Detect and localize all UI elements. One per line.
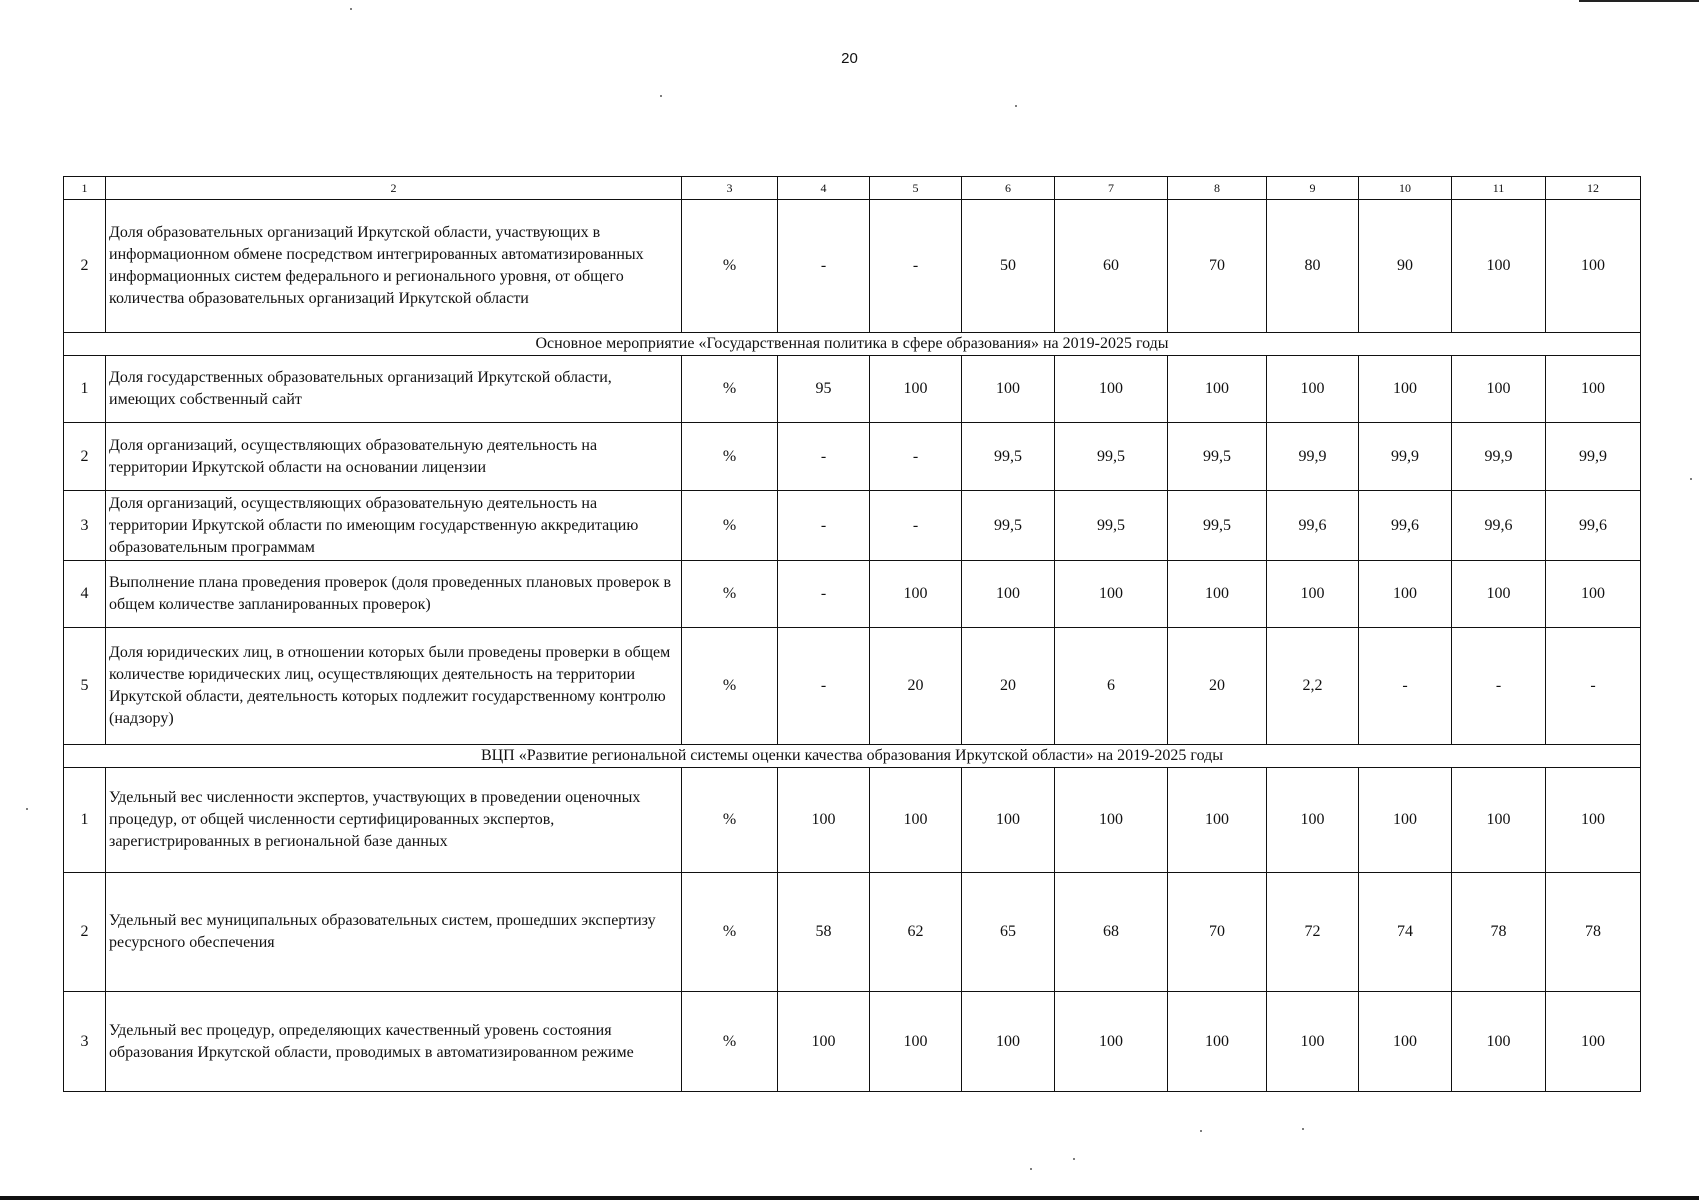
value-cell: 100 [1359,561,1452,628]
value-cell: 100 [1546,356,1641,423]
unit-cell: % [682,200,778,333]
value-cell: 60 [1055,200,1168,333]
value-cell: 90 [1359,200,1452,333]
value-cell: 99,9 [1546,423,1641,491]
row-number: 2 [64,200,106,333]
value-cell: 20 [1168,628,1267,745]
value-cell: - [778,628,870,745]
value-cell: - [778,561,870,628]
row-number: 1 [64,768,106,873]
value-cell: 100 [1055,561,1168,628]
row-number: 3 [64,992,106,1092]
value-cell: 99,6 [1267,491,1359,561]
scan-speck [26,808,28,810]
value-cell: 99,5 [1055,491,1168,561]
row-number: 2 [64,873,106,992]
value-cell: 99,5 [962,423,1055,491]
value-cell: 99,9 [1452,423,1546,491]
indicator-description: Доля юридических лиц, в отношении которых были проведены проверки в общем количестве юридических лиц, осуществляющих деятельность на территории Иркутской области, деятельность которых подлежит государственному контролю (надзору) [106,628,682,745]
value-cell: 70 [1168,200,1267,333]
indicators-table [63,176,1641,1092]
indicator-description: Выполнение плана проведения проверок (доля проведенных плановых проверок в общем количестве запланированных проверок) [106,561,682,628]
value-cell: 100 [870,992,962,1092]
value-cell: 100 [1168,356,1267,423]
column-number-cell: 6 [962,177,1055,200]
value-cell: 100 [962,992,1055,1092]
value-cell: 99,5 [962,491,1055,561]
value-cell: 65 [962,873,1055,992]
row-number: 4 [64,561,106,628]
value-cell: 99,9 [1267,423,1359,491]
value-cell: 100 [1168,768,1267,873]
unit-cell: % [682,561,778,628]
scan-speck [350,8,352,10]
indicator-description: Удельный вес процедур, определяющих качественный уровень состояния образования Иркутской области, проводимых в автоматизированном режиме [106,992,682,1092]
row-number: 3 [64,491,106,561]
value-cell: 50 [962,200,1055,333]
value-cell: 100 [1267,992,1359,1092]
value-cell: 100 [962,768,1055,873]
value-cell: 100 [870,356,962,423]
page-number: 20 [841,50,858,67]
column-number-cell: 2 [106,177,682,200]
value-cell: 58 [778,873,870,992]
indicator-row [64,992,1641,1092]
unit-cell: % [682,992,778,1092]
value-cell: 2,2 [1267,628,1359,745]
value-cell: - [778,200,870,333]
unit-cell: % [682,768,778,873]
indicator-description: Доля образовательных организаций Иркутской области, участвующих в информационном обмене посредством интегрированных автоматизированных информационных систем федерального и регионального уровня, от общего количества образовательных организаций Иркутской области [106,200,682,333]
value-cell: - [1359,628,1452,745]
value-cell: - [870,200,962,333]
indicator-description: Доля организаций, осуществляющих образовательную деятельность на территории Иркутской области на основании лицензии [106,423,682,491]
section-heading: ВЦП «Развитие региональной системы оценки качества образования Иркутской области» на 2019-2025 годы [64,745,1641,768]
value-cell: 100 [1546,561,1641,628]
column-number-cell: 9 [1267,177,1359,200]
value-cell: 70 [1168,873,1267,992]
indicator-row [64,491,1641,561]
column-number-cell: 1 [64,177,106,200]
value-cell: 99,5 [1168,491,1267,561]
indicator-row [64,768,1641,873]
scan-speck [1302,1128,1304,1130]
column-number-cell: 7 [1055,177,1168,200]
column-number-cell: 11 [1452,177,1546,200]
indicator-description: Доля государственных образовательных организаций Иркутской области, имеющих собственный сайт [106,356,682,423]
value-cell: 74 [1359,873,1452,992]
column-number-row [64,177,1641,200]
column-number-cell: 12 [1546,177,1641,200]
section-heading-row [64,333,1641,356]
indicator-description: Удельный вес численности экспертов, участвующих в проведении оценочных процедур, от общей численности сертифицированных экспертов, зарегистрированных в региональной базе данных [106,768,682,873]
value-cell: 100 [1055,992,1168,1092]
value-cell: 100 [778,768,870,873]
value-cell: 68 [1055,873,1168,992]
unit-cell: % [682,356,778,423]
indicator-description: Доля организаций, осуществляющих образовательную деятельность на территории Иркутской области по имеющим государственную аккредитацию образовательным программам [106,491,682,561]
value-cell: 100 [870,561,962,628]
section-heading: Основное мероприятие «Государственная политика в сфере образования» на 2019-2025 годы [64,333,1641,356]
value-cell: 99,9 [1359,423,1452,491]
indicator-row [64,423,1641,491]
unit-cell: % [682,628,778,745]
unit-cell: % [682,873,778,992]
scan-edge-line [1579,0,1699,2]
indicator-row [64,628,1641,745]
value-cell: - [1546,628,1641,745]
scan-speck [1015,105,1017,107]
value-cell: 100 [1359,768,1452,873]
value-cell: 95 [778,356,870,423]
value-cell: 6 [1055,628,1168,745]
value-cell: - [778,423,870,491]
value-cell: 99,6 [1546,491,1641,561]
scan-bottom-edge [0,1196,1699,1200]
value-cell: 100 [1452,561,1546,628]
value-cell: 100 [1168,561,1267,628]
value-cell: 100 [1546,992,1641,1092]
section-heading-row [64,745,1641,768]
value-cell: 100 [1452,992,1546,1092]
indicator-row [64,200,1641,333]
indicator-row [64,356,1641,423]
column-number-cell: 10 [1359,177,1452,200]
indicator-row [64,873,1641,992]
row-number: 2 [64,423,106,491]
value-cell: 78 [1452,873,1546,992]
value-cell: 100 [1546,768,1641,873]
value-cell: 99,5 [1055,423,1168,491]
value-cell: 80 [1267,200,1359,333]
scan-speck [1690,478,1692,480]
column-number-cell: 3 [682,177,778,200]
value-cell: 100 [1168,992,1267,1092]
value-cell: 100 [962,561,1055,628]
row-number: 1 [64,356,106,423]
indicator-description: Удельный вес муниципальных образовательных систем, прошедших экспертизу ресурсного обеспечения [106,873,682,992]
value-cell: 20 [870,628,962,745]
scan-speck [1200,1130,1202,1132]
value-cell: 100 [1055,356,1168,423]
value-cell: - [870,491,962,561]
value-cell: 100 [1267,356,1359,423]
value-cell: 100 [1359,992,1452,1092]
value-cell: 100 [1452,200,1546,333]
unit-cell: % [682,491,778,561]
value-cell: 62 [870,873,962,992]
scan-speck [1073,1158,1075,1160]
value-cell: - [870,423,962,491]
column-number-cell: 8 [1168,177,1267,200]
value-cell: - [778,491,870,561]
value-cell: - [1452,628,1546,745]
column-number-cell: 5 [870,177,962,200]
value-cell: 99,6 [1452,491,1546,561]
value-cell: 99,6 [1359,491,1452,561]
value-cell: 100 [1546,200,1641,333]
value-cell: 72 [1267,873,1359,992]
value-cell: 100 [870,768,962,873]
value-cell: 99,5 [1168,423,1267,491]
value-cell: 100 [1452,356,1546,423]
value-cell: 100 [1267,561,1359,628]
column-number-cell: 4 [778,177,870,200]
value-cell: 100 [1267,768,1359,873]
scan-speck [1030,1168,1032,1170]
value-cell: 100 [1055,768,1168,873]
value-cell: 78 [1546,873,1641,992]
value-cell: 100 [962,356,1055,423]
indicator-row [64,561,1641,628]
unit-cell: % [682,423,778,491]
value-cell: 100 [1452,768,1546,873]
value-cell: 100 [1359,356,1452,423]
scan-speck [660,95,662,97]
value-cell: 20 [962,628,1055,745]
value-cell: 100 [778,992,870,1092]
row-number: 5 [64,628,106,745]
